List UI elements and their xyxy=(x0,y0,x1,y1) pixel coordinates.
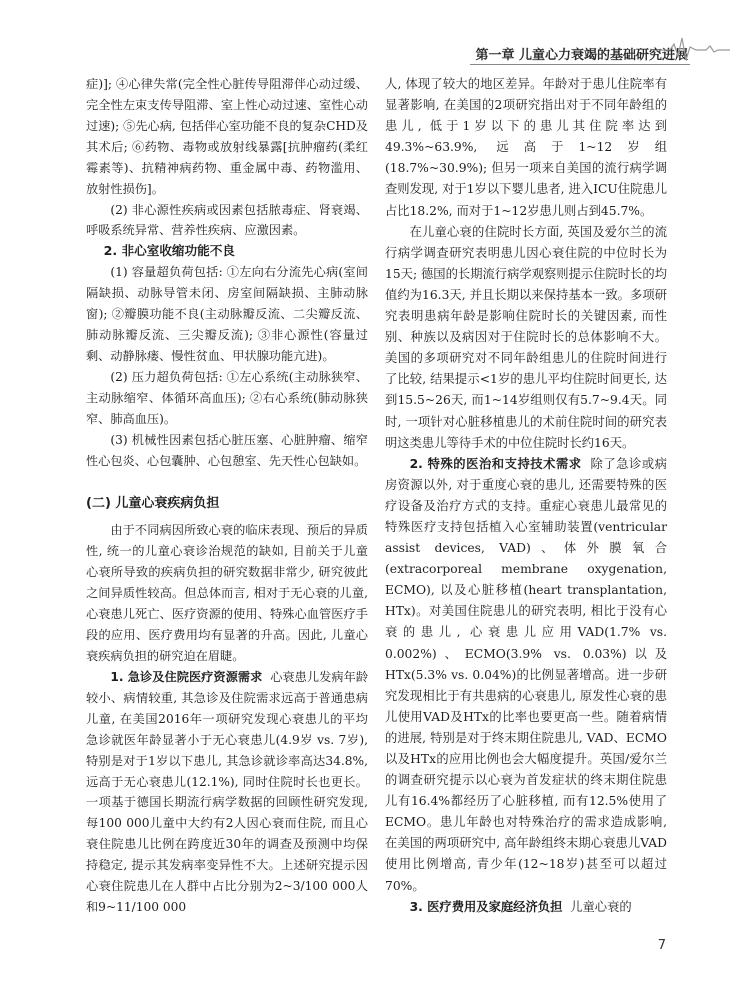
chapter-title: 第一章 儿童心力衰竭的基础研究进展 xyxy=(475,48,688,63)
page-header xyxy=(0,0,730,66)
header-rule xyxy=(470,64,690,65)
paragraph: 在儿童心衰的住院时长方面, 英国及爱尔兰的流行病学调查研究表明患儿因心衰住院的中位时长为15天; 德国的长期流行病学观察则提示住院时长的均值约为16.3天, 并且长期以来保持基本一致。多项研究表明患病年龄是影响住院时长的关键因素, 而性别、种族以及病因对于住院时长的总体影响不大。美国的多项研究对不同年龄组患儿的住院时间进行了比较, 结果提示<1岁的患儿平均住院时间更长, 达到15.5~26天, 而1~14岁组则仅有5.7~9.4天。同时, 一项针对心脏移植患儿的术前住院时间的研究表明这类患儿等待手术的中位住院时长约16天。 xyxy=(385,224,667,450)
paragraph: 症)]; ④心律失常(完全性心脏传导阻滞伴心动过缓、完全性左束支传导阻滞、室上性心动过速、室性心动过速); ⑤先心病, 包括伴心室功能不良的复杂CHD及其术后; ⑥药物、毒物或放射线暴露[抗肿瘤药(柔红霉素等)、抗精神病药物、重金属中毒、药物滥用、放射性损伤]。 xyxy=(86,77,368,196)
heartbeat-pulse-icon xyxy=(660,30,730,64)
paragraph: (2) 压力超负荷包括: ①左心系统(主动脉狭窄、主动脉缩窄、体循环高血压); ②右心系统(肺动脉狭窄、肺高血压)。 xyxy=(86,369,368,426)
paragraph: (2) 非心源性疾病或因素包括脓毒症、肾衰竭、呼吸系统异常、营养性疾病、应激因素。 xyxy=(86,202,368,238)
left-column xyxy=(86,74,368,918)
paragraph: 人, 体现了较大的地区差异。年龄对于患儿住院率有显著影响, 在美国的2项研究指出对于不同年龄组的患儿, 低于1岁以下的患儿其住院率达到49.3%~63.9%, 远高于1~12岁组(18.7%~30.9%); 但另一项来自美国的流行病学调查则发现, 对于1岁以下婴儿患者, 进入ICU住院患儿占比18.2%, 而对于1~12岁患儿则占到45.7%。 xyxy=(385,77,667,218)
inline-heading: 3. 医疗费用及家庭经济负担 xyxy=(409,899,563,914)
paragraph: (1) 容量超负荷包括: ①左向右分流先心病(室间隔缺损、动脉导管未闭、房室间隔缺损、主肺动脉窗); ②瓣膜功能不良(主动脉瓣反流、二尖瓣反流、肺动脉瓣反流、三尖瓣反流); ③非心源性(容量过剩、动静脉瘘、慢性贫血、甲状腺功能亢进)。 xyxy=(86,265,368,363)
right-column xyxy=(385,74,667,918)
paragraph-text: 心衰患儿发病年龄较小、病情较重, 其急诊及住院需求远高于普通患病儿童, 在美国2016年一项研究发现心衰患儿的平均急诊就医年龄显著小于无心衰患儿(4.9岁 vs. 7岁), 特别是对于1岁以下患儿, 其急诊就诊率高达34.8%, 远高于无心衰患儿(12.1%), 同时住院时长也更长。一项基于德国长期流行病学数据的回顾性研究发现, 每100 000儿童中大约有2人因心衰而住院, 而且心衰住院患儿比例在跨度近30年的调查及预测中均保持稳定, 提示其发病率变异性不大。上述研究提示因心衰住院患儿在人群中占比分别为2~3/100 000人和9~11/100 000 xyxy=(86,669,369,915)
paragraph xyxy=(385,897,667,918)
subsection-title: (二) 儿童心衰疾病负担 xyxy=(86,495,220,511)
inline-heading: 2. 特殊的医治和支持技术需求 xyxy=(409,456,582,471)
inline-heading: 1. 急诊及住院医疗资源需求 xyxy=(110,669,263,684)
paragraph: (3) 机械性因素包括心脏压塞、心脏肿瘤、缩窄性心包炎、心包囊肿、心包憩室、先天性心包缺如。 xyxy=(86,432,368,468)
paragraph-text: 除了急诊或病房资源以外, 对于重度心衰的患儿, 还需要特殊的医疗设备及治疗方式的支持。重症心衰患儿最常见的特殊医疗支持包括植入心室辅助装置(ventricular assist devices, VAD)、体外膜氧合(extracorporeal membrane oxygenation, ECMO), 以及心脏移植(heart transplantation, HTx)。对美国住院患儿的研究表明, 相比于没有心衰的患儿, 心衰患儿应用VAD(1.7% vs. 0.002%)、ECMO(3.9% vs. 0.03%)以及HTx(5.3% vs. 0.04%)的比例显著增高。进一步研究发现相比于有共患病的心衰患儿, 原发性心衰的患儿使用VAD及HTx的比率也要更高一些。随着病情的进展, 特别是对于终末期住院患儿, VAD、ECMO以及HTx的应用比例也会大幅度提升。英国/爱尔兰的调查研究提示以心衰为首发症状的终末期住院患儿有16.4%都经历了心脏移植, 而有12.5%使用了ECMO。患儿年龄也对特殊治疗的需求造成影响, 在美国的两项研究中, 高年龄组终末期心衰患儿VAD使用比例增高, 青少年(12~18岁)甚至可以超过70%。 xyxy=(385,456,667,893)
paragraph xyxy=(385,454,667,897)
paragraph-text: 儿童心衰的 xyxy=(570,899,632,914)
page-number: 7 xyxy=(657,938,666,953)
paragraph xyxy=(86,667,368,918)
paragraph: 由于不同病因所致心衰的临床表现、预后的异质性, 统一的儿童心衰诊治规范的缺如, 目前关于儿童心衰所导致的疾病负担的研究数据非常少, 研究彼此之间异质性较高。但总体而言, 相对于无心衰的儿童, 心衰患儿死亡、医疗资源的使用、特殊心血管医疗手段的应用、医疗费用均有显著的升高。因此, 儿童心衰疾病负担的研究迫在眉睫。 xyxy=(86,523,368,663)
section-heading: 2. 非心室收缩功能不良 xyxy=(103,243,235,259)
